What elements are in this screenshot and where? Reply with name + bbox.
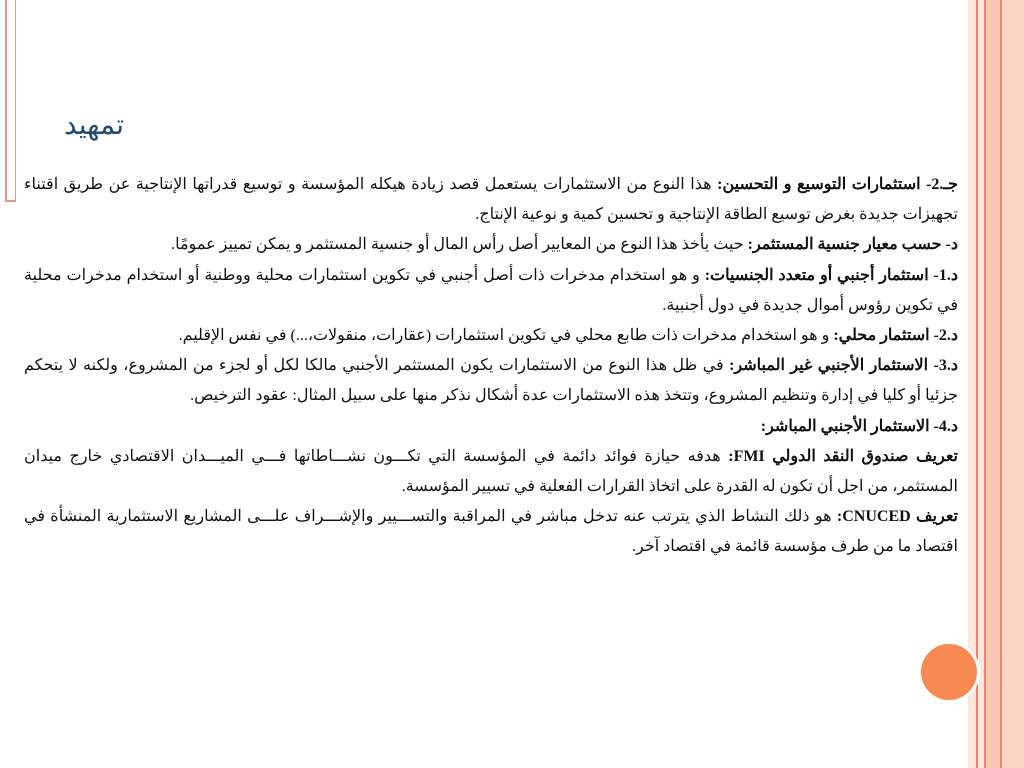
slide-title: تمهيد (64, 108, 125, 141)
stripe (1002, 0, 1024, 768)
scanned-document-image (10, 166, 968, 768)
paragraph (10, 412, 968, 442)
paragraph-text: و هو استخدام مدخرات ذات أصل أجنبي في تكوين استثمارات محلية ووطنية أو استخدام مدخرات محلية في تكوين رؤوس أموال جديدة في دول أجنبية. (24, 266, 958, 314)
paragraph-lead: د.2- استثمار محلي: (833, 327, 958, 345)
paragraph-text: هذا النوع من الاستثمارات يستعمل قصد زيادة هيكله المؤسسة و توسيع قدراتها الإنتاجية عن طريق اقتناء تجهيزات جديدة بغرض توسيع الطاقة الإنتاجية و تحسين كمية و نوعية الإنتاج. (24, 176, 958, 224)
paragraph (10, 261, 968, 321)
paragraph-lead: د.3- الاستثمار الأجنبي غير المباشر: (729, 357, 958, 375)
paragraph-text: هدفه حيازة فوائد دائمة في المؤسسة التي تكـــون نشـــاطاتها فـــي الميـــدان الاقتصادي خارج ميدان المستثمر، من اجل أن تكون له القدرة على اتخاذ القرارات الفعلية في تسيير المؤسسة. (24, 447, 958, 496)
paragraph-lead: د.1- استثمار أجنبي أو متعدد الجنسيات: (704, 266, 959, 284)
stripe (986, 0, 1000, 768)
paragraph-text: في ظل هذا النوع من الاستثمارات يكون المستثمر الأجنبي مالكا لكل أو لجزء من المشروع، ولكنه لا يتحكم جزئيا أو كليا في إدارة وتنظيم المشروع، وتتخذ هذه الاستثمارات عدة أشكال نذكر منها على سبيل المثال: عقود الترخيص. (24, 357, 958, 405)
document-text (10, 170, 968, 563)
paragraph-lead: جـ.2- استثمارات التوسيع و التحسين: (717, 176, 958, 193)
paragraph-text: و هو استخدام مدخرات ذات طابع محلي في تكوين استثمارات (عقارات، منقولات،...) في نفس الإقليم. (178, 327, 834, 345)
paragraph-lead: تعريف CNUCED: (836, 508, 959, 526)
paragraph (10, 442, 968, 502)
accent-circle (918, 641, 980, 703)
paragraph-lead: تعريف صندوق النقد الدولي FMI: (728, 447, 959, 465)
paragraph (10, 230, 968, 260)
paragraph (10, 321, 968, 351)
right-decorative-stripes (968, 0, 1024, 768)
paragraph-text: هو ذلك النشاط الذي يترتب عنه تدخل مباشر في المراقبة والتســـيير والإشـــراف علـــى المشاريع الاستثمارية المنشأة في اقتصاد ما من طرف مؤسسة قائمة في اقتصاد آخر. (24, 508, 958, 556)
paragraph (10, 502, 968, 562)
paragraph (10, 351, 968, 411)
paragraph-lead: د.4- الاستثمار الأجنبي المباشر: (760, 417, 958, 435)
paragraph (10, 170, 968, 230)
paragraph-lead: د- حسب معيار جنسية المستثمر: (747, 236, 958, 254)
paragraph-text: حيث يأخذ هذا النوع من المعايير أصل رأس المال أو جنسية المستثمر و يمكن تمييز عمومًا. (171, 236, 748, 254)
